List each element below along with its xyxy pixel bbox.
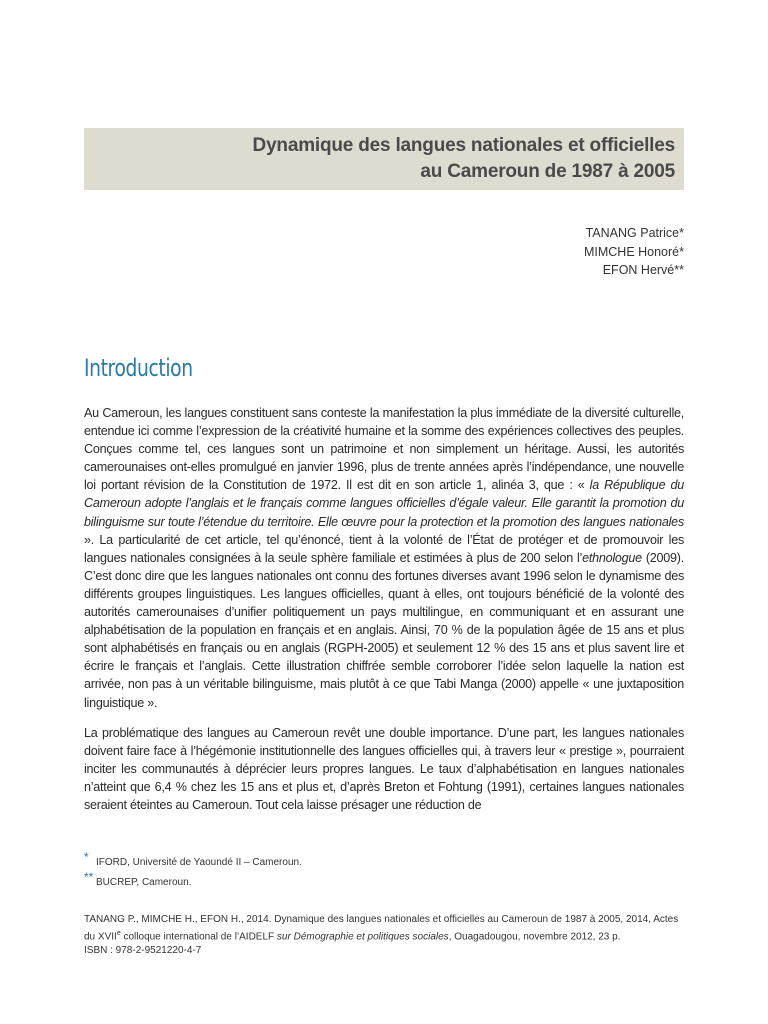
footnote-2 [84, 870, 684, 890]
citation-text [84, 913, 684, 944]
footnote-2-mark: ** [84, 870, 94, 884]
author-list [584, 224, 684, 280]
footnotes [84, 850, 684, 896]
footnote-2-text: BUCREP, Cameroun. [96, 877, 192, 888]
citation-italic: sur Démographie et politiques sociales [276, 931, 449, 943]
footnote-1-mark: * [84, 850, 89, 864]
isbn: ISBN : 978-2-9521220-4-7 [84, 945, 202, 957]
p1-part-c: (2009). C’est donc dire que les langues nationales ont connu des fortunes diverses avant 1996 selon le dynamisme des différents groupes linguistiques. Les langues officielles, quant à elles, ont toujours bénéficié de la volonté des autorités camerounaises d’unifier politiquement un pays multilingue, en communiquant et en assurant une alphabétisation de la population en français et en anglais. Ainsi, 70 % de la population âgée de 15 ans et plus sont alphabétisés en français ou en anglais (RGPH-2005) et seulement 12 % des 15 ans et plus savent lire et écrire le français et l’anglais. Cette illustration chiffrée semble corroborer l’idée selon laquelle la nation est arrivée, non pas à un véritable bilinguisme, mais plutôt à ce que Tabi Manga (2000) appelle « une juxtaposition linguistique ». [84, 550, 684, 710]
paragraph-2: La problématique des langues au Cameroun revêt une double importance. D’une part, les langues nationales doivent faire face à l’hégémonie institutionnelle des langues officielles qui, à travers leur « prestige », pourraient inciter les communautés à déprécier leurs propres langues. Le taux d’alphabétisation en langues nationales n’atteint que 6,4 % chez les 15 ans et plus et, d’après Breton et Fohtung (1991), certaines langues nationales seraient éteintes au Cameroun. Tout cela laisse présager une réduction de [84, 725, 684, 812]
title-line-1: Dynamique des langues nationales et officielles [252, 135, 675, 156]
p1-part-b: ». La particularité de cet article, tel qu’énoncé, tient à la volonté de l’État de protéger et de promouvoir les langues nationales consignées à la seule sphère familiale et estimées à plus de 200 selon l’ [84, 532, 684, 565]
footnote-1-text: IFORD, Université de Yaoundé II – Cameroun. [96, 857, 302, 868]
constitution-quote: la République du Cameroun adopte l’anglais et le français comme langues officielles d’égale valeur. Elle garantit la promotion du bilinguisme sur toute l’étendue du territoire. Elle œuvre pour la protection et la promotion des langues nationales [84, 478, 684, 529]
title-band [84, 128, 684, 190]
citation-part-c: , Ouagadougou, novembre 2012, 23 p. [448, 931, 621, 943]
author-3: EFON Hervé** [602, 263, 684, 277]
ethnologue-ref: ethnologue [582, 550, 642, 565]
author-2: MIMCHE Honoré* [583, 244, 684, 259]
paragraph-1 [84, 404, 684, 712]
footnote-1 [84, 850, 684, 870]
citation-sup: e [116, 930, 121, 937]
citation-part-b: colloque international de l’AIDELF [120, 931, 277, 943]
section-heading: Introduction [84, 354, 193, 382]
citation [84, 913, 684, 958]
title-line-2: au Cameroun de 1987 à 2005 [420, 161, 675, 182]
citation-part-a: TANANG P., MIMCHE H., EFON H., 2014. Dynamique des langues nationales et officielles au Cameroun de 1987 à 2005, 2014, Actes du XVII [84, 914, 679, 943]
author-1: TANANG Patrice* [585, 226, 684, 240]
body-text [84, 404, 684, 826]
p1-part-a: Au Cameroun, les langues constituent sans conteste la manifestation la plus immédiate de la diversité culturelle, entendue ici comme l’expression de la créativité humaine et la somme des expériences collectives des peuples. Conçues comme tel, ces langues sont un patrimoine et non simplement un héritage. Aussi, les autorités camerounaises ont-elles promulgué en janvier 1996, plus de trente années après l’indépendance, une nouvelle loi portant révision de la Constitution de 1972. Il est dit en son article 1, alinéa 3, que : « [84, 406, 684, 493]
